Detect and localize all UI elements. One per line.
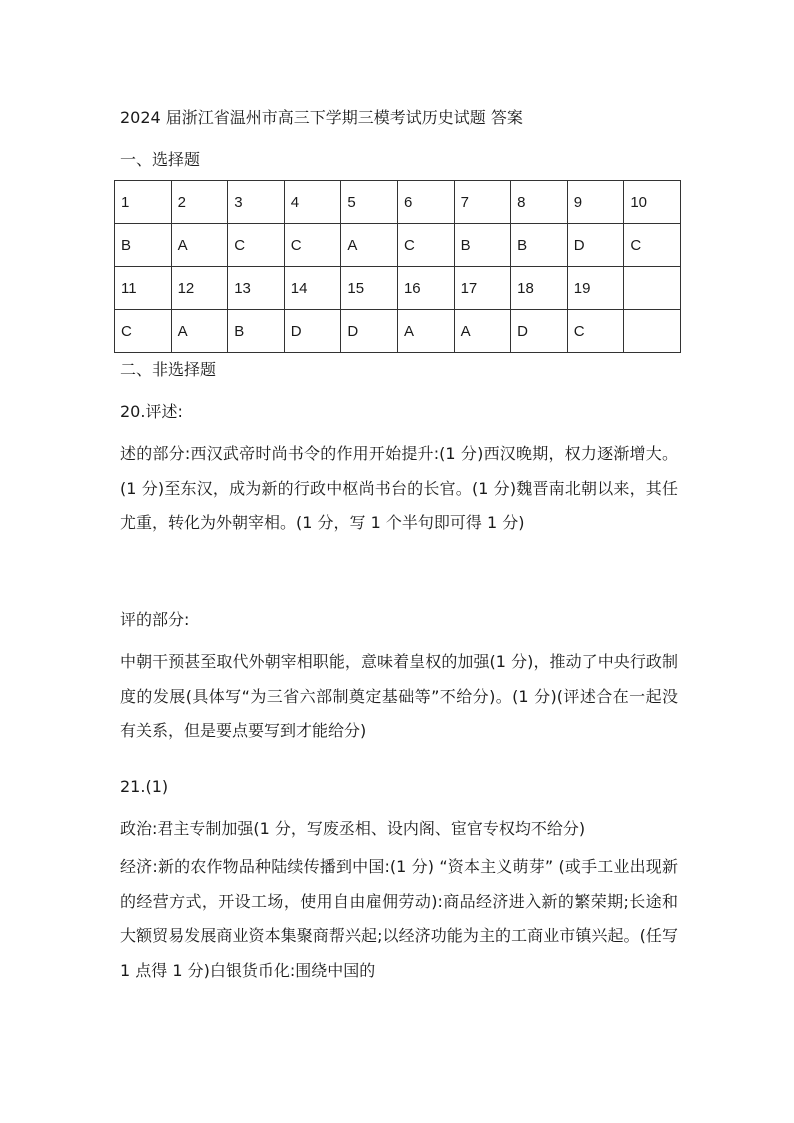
- table-cell: D: [567, 224, 624, 267]
- q20-heading: 20.评述:: [120, 402, 183, 421]
- table-row: [115, 181, 681, 224]
- table-cell: B: [454, 224, 511, 267]
- table-cell: 9: [567, 181, 624, 224]
- table-row: [115, 267, 681, 310]
- table-cell: 6: [397, 181, 454, 224]
- table-cell: 19: [567, 267, 624, 310]
- table-cell: C: [228, 224, 285, 267]
- table-cell: C: [115, 310, 172, 353]
- table-cell: B: [511, 224, 568, 267]
- table-cell: [624, 267, 681, 310]
- q21-heading: 21.(1): [120, 777, 169, 796]
- table-cell: 18: [511, 267, 568, 310]
- page-title: 2024 届浙江省温州市高三下学期三模考试历史试题 答案: [120, 108, 523, 127]
- table-cell: 14: [284, 267, 341, 310]
- table-cell: 4: [284, 181, 341, 224]
- table-cell: A: [454, 310, 511, 353]
- table-cell: 16: [397, 267, 454, 310]
- q21-politics-paragraph: 政治:君主专制加强(1 分，写废丞相、设内阁、宦官专权均不给分): [120, 819, 586, 838]
- table-cell: A: [397, 310, 454, 353]
- table-cell: A: [171, 224, 228, 267]
- table-cell: B: [228, 310, 285, 353]
- table-cell: 7: [454, 181, 511, 224]
- table-row: [115, 310, 681, 353]
- table-cell: [624, 310, 681, 353]
- q21-economy-paragraph: 经济:新的农作物品种陆续传播到中国:(1 分) “资本主义萌芽” (或手工业出现新的经营方式，开设工场，使用自由雇佣劳动):商品经济进入新的繁荣期;长途和大额贸易发展商业资本集聚商帮兴起;以经济功能为主的工商业市镇兴起。(任写 1 点得 1 分)白银货币化:围绕中国的: [120, 857, 678, 980]
- table-cell: 17: [454, 267, 511, 310]
- table-cell: 5: [341, 181, 398, 224]
- table-cell: D: [511, 310, 568, 353]
- table-row: [115, 224, 681, 267]
- table-cell: B: [115, 224, 172, 267]
- table-cell: 3: [228, 181, 285, 224]
- table-cell: C: [567, 310, 624, 353]
- q20-narrate-paragraph: 述的部分:西汉武帝时尚书令的作用开始提升:(1 分)西汉晚期，权力逐渐增大。(1 分)至东汉，成为新的行政中枢尚书台的长官。(1 分)魏晋南北朝以来，其任尤重，转化为外朝宰相。(1 分，写 1 个半句即可得 1 分): [120, 444, 678, 533]
- table-cell: 11: [115, 267, 172, 310]
- q20-comment-heading: 评的部分:: [120, 610, 190, 629]
- answer-table: [114, 180, 681, 353]
- table-cell: 12: [171, 267, 228, 310]
- section-heading-non-multiple-choice: 二、非选择题: [120, 360, 217, 379]
- table-cell: 8: [511, 181, 568, 224]
- table-cell: 10: [624, 181, 681, 224]
- table-cell: D: [284, 310, 341, 353]
- table-cell: 1: [115, 181, 172, 224]
- table-cell: A: [171, 310, 228, 353]
- q20-comment-paragraph: 中朝干预甚至取代外朝宰相职能，意味着皇权的加强(1 分)，推动了中央行政制度的发展(具体写“为三省六部制奠定基础等”不给分)。(1 分)(评述合在一起没有关系，但是要点要写到才能给分): [120, 652, 678, 741]
- table-cell: A: [341, 224, 398, 267]
- section-heading-multiple-choice: 一、选择题: [120, 150, 201, 169]
- table-cell: 15: [341, 267, 398, 310]
- table-cell: D: [341, 310, 398, 353]
- table-cell: C: [284, 224, 341, 267]
- table-cell: C: [397, 224, 454, 267]
- table-cell: C: [624, 224, 681, 267]
- table-cell: 2: [171, 181, 228, 224]
- table-cell: 13: [228, 267, 285, 310]
